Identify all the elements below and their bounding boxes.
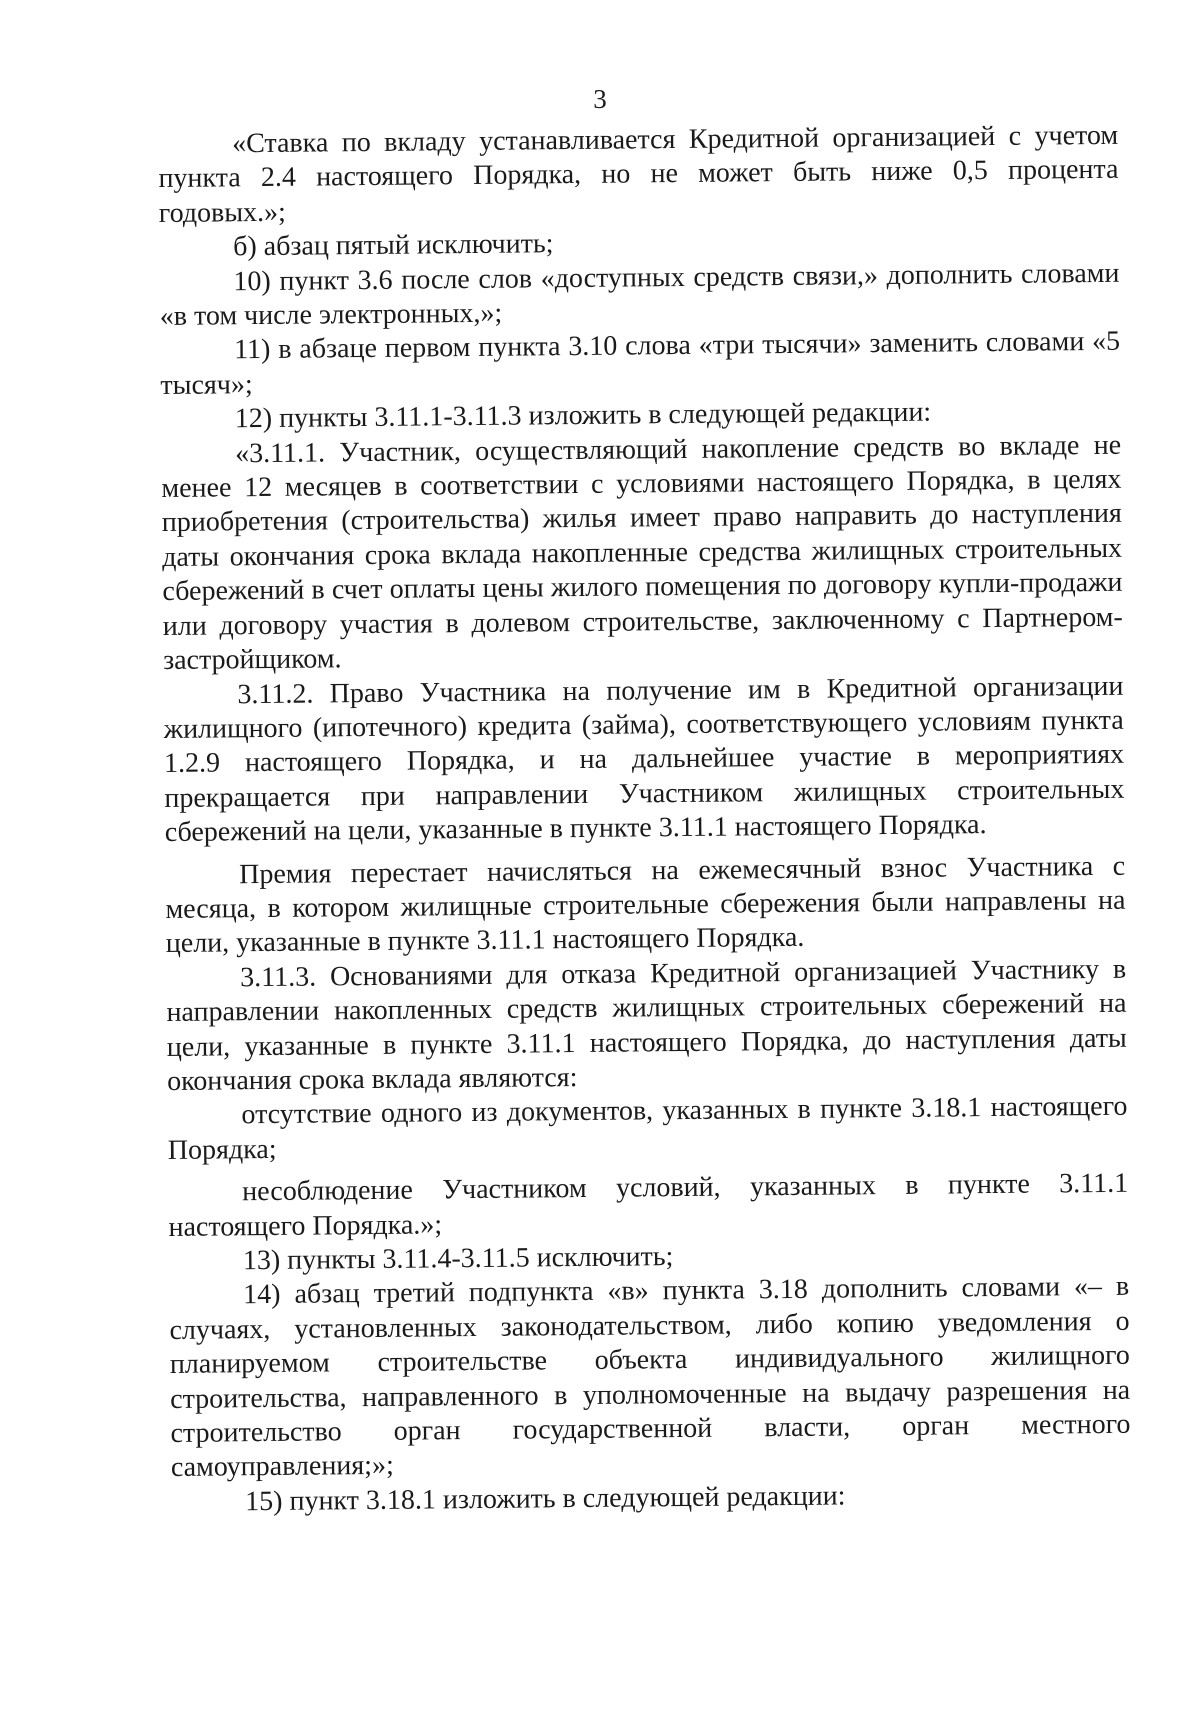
paragraph-item-12: 12) пункты 3.11.1-3.11.3 изложить в следующей редакции: [234,396,932,435]
paragraph-clause-3-11-3: 3.11.3. Основаниями для отказа Кредитной организацией Участнику в направлении накопленных средств жилищных строительных сбережений на цели, указанные в пункте 3.11.1 настоящего Порядка, до наступления даты окончания срока вклада являются: [166,953,1127,1097]
paragraph-item-10: 10) пункт 3.6 после слов «доступных средств связи,» дополнить словами «в том числе электронных,»; [159,257,1120,333]
paragraph-item-11: 11) в абзаце первом пункта 3.10 слова «три тысячи» заменить словами «5 тысяч»; [160,326,1121,401]
paragraph-rate-clause: «Ставка по вкладу устанавливается Кредитной организацией с учетом пункта 2.4 настоящего Порядка, но не может быть ниже 0,5 процента годовых.»; [158,119,1119,229]
paragraph-item-b: б) абзац пятый исключить; [232,228,554,263]
paragraph-ground-noncompliance: несоблюдение Участником условий, указанных в пункте 3.11.1 настоящего Порядка.»; [168,1167,1129,1243]
page-number: 3 [593,84,607,114]
paragraph-item-15: 15) пункт 3.18.1 изложить в следующей редакции: [245,1480,846,1518]
paragraph-ground-missing-docs: отсутствие одного из документов, указанных в пункте 3.18.1 настоящего Порядка; [167,1091,1128,1166]
paragraph-clause-3-11-2: 3.11.2. Право Участника на получение им в Кредитной организации жилищного (ипотечного) кредита (займа), соответствующего условиям пункта 1.2.9 настоящего Порядка, и на дальнейшее участие в мероприятиях прекращается при направлении Участником жилищных строительных сбережений на цели, указанные в пункте 3.11.1 настоящего Порядка. [163,670,1125,849]
paragraph-item-14: 14) абзац третий подпункта «в» пункта 3.18 дополнить словами «– в случаях, установленных законодательством, либо копию уведомления о планируемом строительстве объекта индивидуального жилищного строительства, направленного в уполномоченные на выдачу разрешения на строительство орган государственной власти, орган местного самоуправления;»; [169,1271,1131,1484]
paragraph-clause-3-11-1: «3.11.1. Участник, осуществляющий накопление средств во вкладе не менее 12 месяцев в соответствии с условиями настоящего Порядка, в целях приобретения (строительства) жилья имеет право направить до наступления даты окончания срока вклада накопленные средства жилищных строительных сбережений в счет оплаты цены жилого помещения по договору купли-продажи или договору участия в долевом строительстве, заключенному с Партнером-застройщиком. [161,429,1123,677]
paragraph-item-13: 13) пункты 3.11.4-3.11.5 исключить; [242,1241,674,1277]
document-body [158,119,1131,1520]
paragraph-premium: Премия перестает начисляться на ежемесячный взнос Участника с месяца, в котором жилищные строительные сбережения были направлены на цели, указанные в пункте 3.11.1 настоящего Порядка. [165,850,1126,960]
